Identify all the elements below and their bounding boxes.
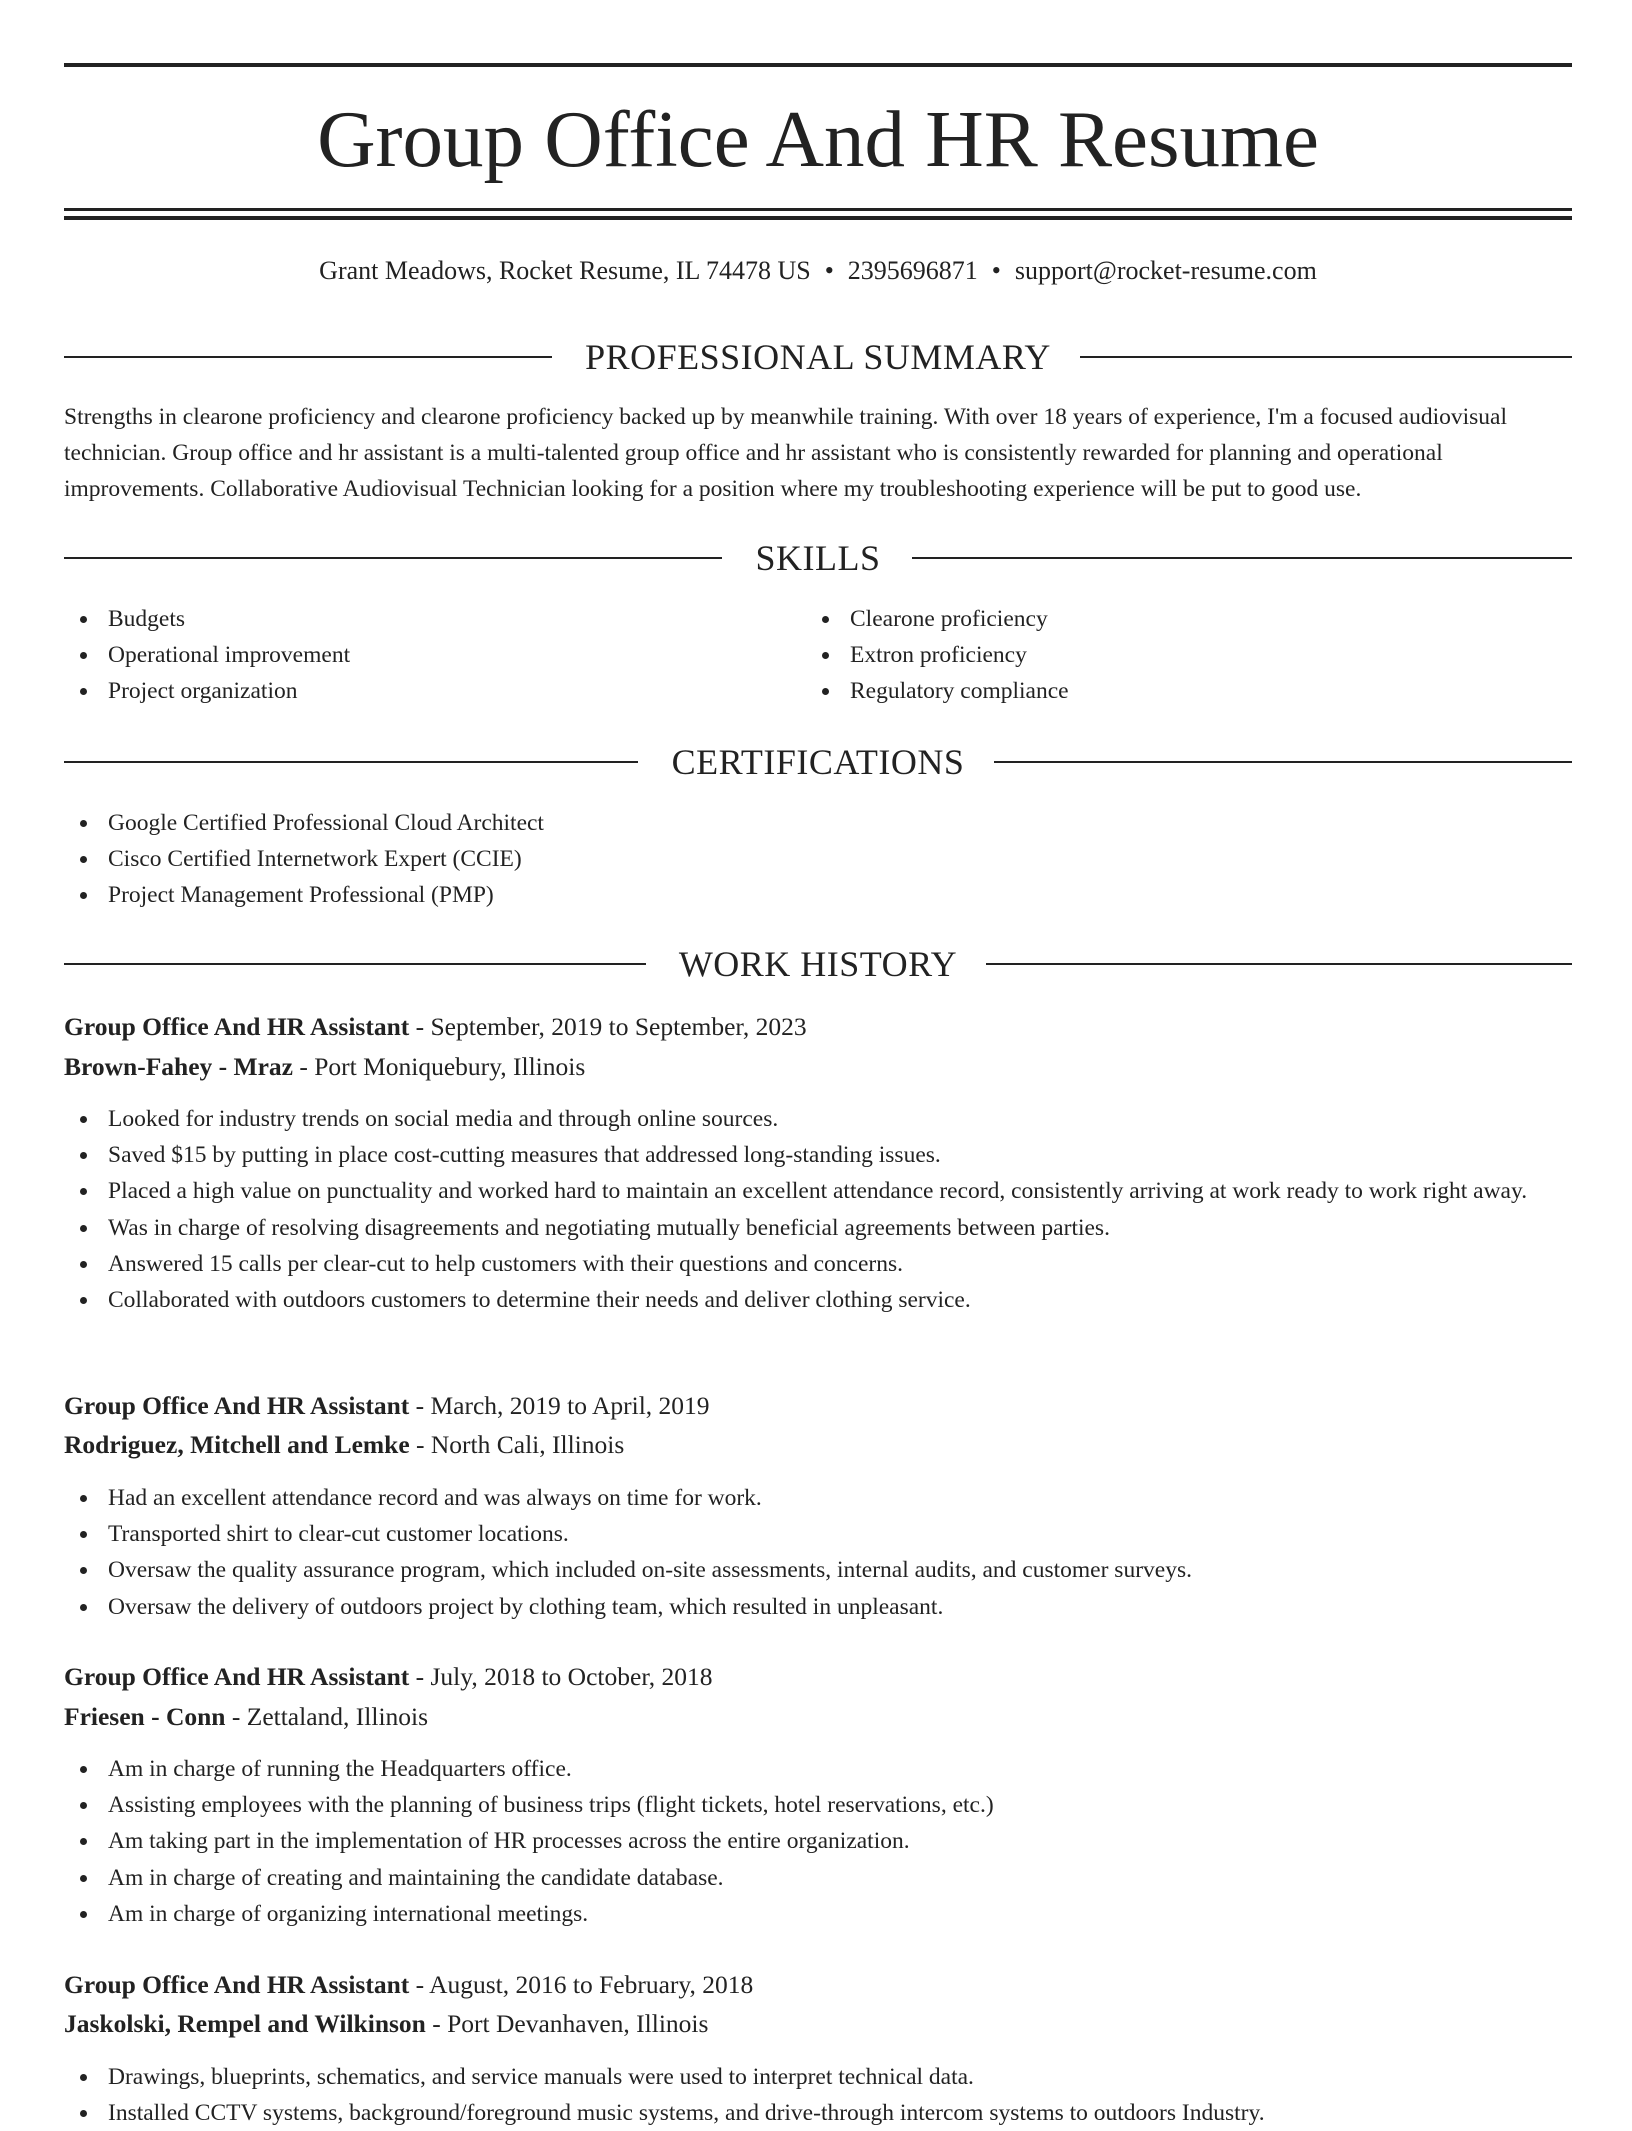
- job-bullet: Transported shirt to clear-cut customer locations.: [64, 1516, 1572, 1552]
- job-bullet: Placed a high value on punctuality and worked hard to maintain an excellent attendance record, consistently arriving at work ready to work right away.: [64, 1173, 1572, 1209]
- top-rule: [64, 63, 1572, 67]
- job-company-line: [64, 2005, 1572, 2043]
- section-title-summary: PROFESSIONAL SUMMARY: [585, 337, 1051, 377]
- job-location: - Port Devanhaven, Illinois: [425, 2009, 709, 2038]
- section-rule-right: [986, 963, 1572, 965]
- section-rule-right: [912, 557, 1572, 559]
- job-bullet: Am taking part in the implementation of HR processes across the entire organization.: [64, 1823, 1572, 1859]
- job-bullet: Drawings, blueprints, schematics, and service manuals were used to interpret technical data.: [64, 2059, 1572, 2095]
- title-rule-upper: [64, 208, 1572, 211]
- job-bullet: Saved $15 by putting in place cost-cutting measures that addressed long-standing issues.: [64, 1137, 1572, 1173]
- contact-separator: •: [824, 256, 834, 285]
- resume-title: Group Office And HR Resume: [317, 94, 1319, 184]
- skill-item: Extron proficiency: [806, 637, 1572, 673]
- skill-item: Regulatory compliance: [806, 673, 1572, 709]
- section-header-certifications: [64, 739, 1572, 785]
- certification-item: Cisco Certified Internetwork Expert (CCIE): [64, 841, 1572, 877]
- section-rule-right: [994, 761, 1572, 763]
- job-location: - North Cali, Illinois: [409, 1430, 625, 1459]
- job-bullet: Am in charge of creating and maintaining the candidate database.: [64, 1860, 1572, 1896]
- job-title: Group Office And HR Assistant: [64, 1970, 410, 1999]
- job-title-line: [64, 1966, 1572, 2004]
- job-bullet: Looked for industry trends on social media and through online sources.: [64, 1101, 1572, 1137]
- job-title: Group Office And HR Assistant: [64, 1391, 410, 1420]
- section-header-skills: [64, 535, 1572, 581]
- skills-list-right: [806, 601, 1572, 710]
- skills-list-left: [64, 601, 804, 710]
- section-title-certifications: CERTIFICATIONS: [671, 742, 965, 782]
- job-company-line: [64, 1698, 1572, 1736]
- skill-item: Project organization: [64, 673, 804, 709]
- job-bullet: Oversaw the delivery of outdoors project by clothing team, which resulted in unpleasant.: [64, 1589, 1572, 1625]
- job-bullet: Had an excellent attendance record and was always on time for work.: [64, 1480, 1572, 1516]
- job-bullets: [64, 2059, 1572, 2131]
- section-header-summary: [64, 334, 1572, 380]
- job-bullets: [64, 1101, 1572, 1318]
- job-title: Group Office And HR Assistant: [64, 1662, 410, 1691]
- job-bullet: Assisting employees with the planning of business trips (flight tickets, hotel reservations, etc.): [64, 1787, 1572, 1823]
- job-bullet: Installed CCTV systems, background/foreground music systems, and drive-through intercom systems to outdoors Industry.: [64, 2095, 1572, 2131]
- job-dates: - March, 2019 to April, 2019: [409, 1391, 710, 1420]
- job-bullet: Answered 15 calls per clear-cut to help customers with their questions and concerns.: [64, 1246, 1572, 1282]
- job-company: Jaskolski, Rempel and Wilkinson: [64, 2009, 426, 2038]
- job-company: Brown-Fahey - Mraz: [64, 1052, 293, 1081]
- contact-line: [64, 253, 1572, 289]
- certifications-list: [64, 805, 1572, 914]
- contact-address: Grant Meadows, Rocket Resume, IL 74478 US: [319, 256, 811, 285]
- job-dates: - August, 2016 to February, 2018: [409, 1970, 754, 1999]
- certification-item: Project Management Professional (PMP): [64, 877, 1572, 913]
- summary-text: Strengths in clearone proficiency and clearone proficiency backed up by meanwhile training. With over 18 years of experience, I'm a focused audiovisual technician. Group office and hr assistant is a multi-talented group office and hr assistant who is consistently rewarded for planning and operational improvements. Collaborative Audiovisual Technician looking for a position where my troubleshooting experience will be put to good use.: [64, 404, 1507, 502]
- section-rule-right: [1080, 356, 1572, 358]
- job-bullet: Collaborated with outdoors customers to determine their needs and deliver clothing service.: [64, 1282, 1572, 1318]
- section-title-work-history: WORK HISTORY: [678, 944, 958, 984]
- section-header-work-history: [64, 941, 1572, 987]
- job-bullets: [64, 1751, 1572, 1932]
- skill-item: Clearone proficiency: [806, 601, 1572, 637]
- job-company-line: [64, 1048, 1572, 1086]
- job-company: Friesen - Conn: [64, 1702, 226, 1731]
- certification-item: Google Certified Professional Cloud Architect: [64, 805, 1572, 841]
- contact-separator: •: [991, 256, 1001, 285]
- job-title-line: [64, 1008, 1572, 1046]
- job-location: - Zettaland, Illinois: [225, 1702, 429, 1731]
- job-company: Rodriguez, Mitchell and Lemke: [64, 1430, 410, 1459]
- job-bullet: Oversaw the quality assurance program, which included on-site assessments, internal audits, and customer surveys.: [64, 1552, 1572, 1588]
- job-location: - Port Moniquebury, Illinois: [292, 1052, 586, 1081]
- section-title-skills: SKILLS: [755, 538, 881, 578]
- job-bullets: [64, 1480, 1572, 1625]
- title-rule-lower: [64, 216, 1572, 220]
- job-title-line: [64, 1387, 1572, 1425]
- job-bullet: Am in charge of running the Headquarters office.: [64, 1751, 1572, 1787]
- job-bullet: Am in charge of organizing international meetings.: [64, 1896, 1572, 1932]
- skill-item: Operational improvement: [64, 637, 804, 673]
- job-dates: - September, 2019 to September, 2023: [409, 1012, 807, 1041]
- contact-email: support@rocket-resume.com: [1014, 256, 1317, 285]
- job-dates: - July, 2018 to October, 2018: [409, 1662, 713, 1691]
- skill-item: Budgets: [64, 601, 804, 637]
- job-title-line: [64, 1658, 1572, 1696]
- job-company-line: [64, 1426, 1572, 1464]
- job-bullet: Was in charge of resolving disagreements and negotiating mutually beneficial agreements between parties.: [64, 1210, 1572, 1246]
- contact-phone: 2395696871: [847, 256, 978, 285]
- job-title: Group Office And HR Assistant: [64, 1012, 410, 1041]
